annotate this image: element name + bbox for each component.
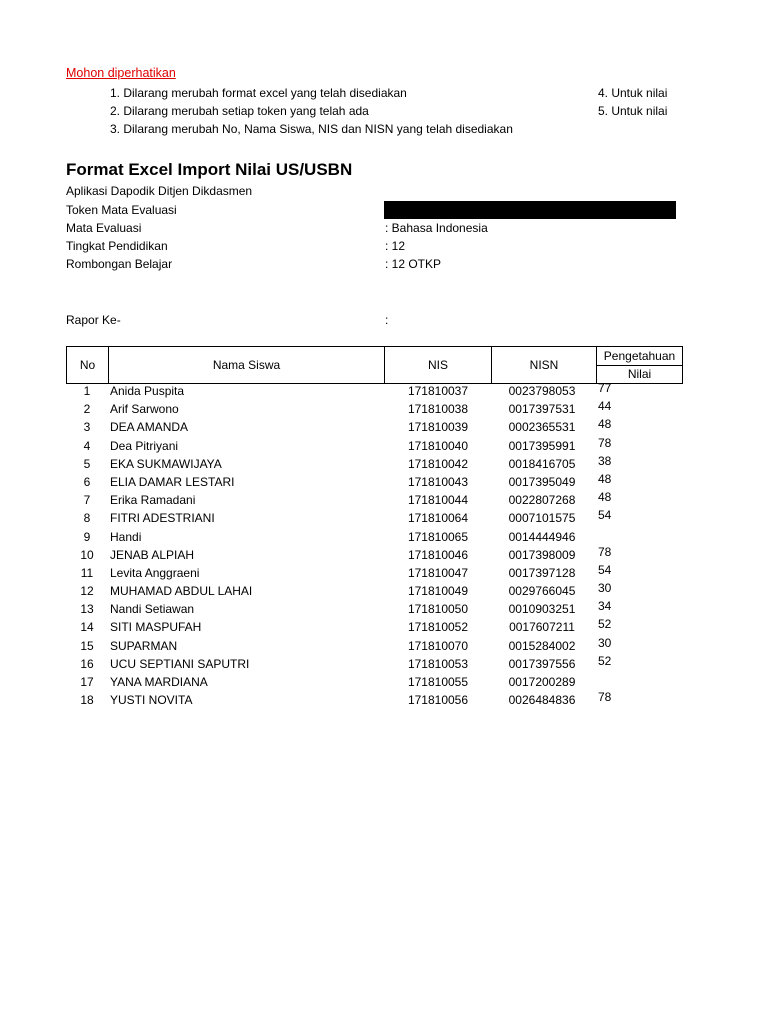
header-nisn: NISN xyxy=(492,347,597,384)
row-number: 8 xyxy=(83,511,91,526)
student-score: 34 xyxy=(598,599,612,614)
subject-label: Mata Evaluasi xyxy=(66,221,142,235)
student-nisn: 0014444946 xyxy=(508,529,576,544)
row-number: 15 xyxy=(80,638,94,653)
row-number: 7 xyxy=(83,493,91,508)
student-nis: 171810049 xyxy=(407,584,469,599)
student-score: 54 xyxy=(598,562,612,577)
student-score: 78 xyxy=(598,690,612,705)
student-score: 52 xyxy=(598,653,612,668)
student-name: Anida Puspita xyxy=(110,384,185,398)
score-table-header xyxy=(66,346,683,384)
student-name: EKA SUKMAWIJAYA xyxy=(110,456,222,471)
notice-rule-4: 4. Untuk nilai xyxy=(598,86,668,100)
document-title: Format Excel Import Nilai US/USBN xyxy=(66,160,353,179)
student-nis: 171810043 xyxy=(407,474,469,489)
student-score: 30 xyxy=(598,635,612,650)
student-name: Dea Pitriyani xyxy=(110,438,179,453)
student-nisn: 0017397556 xyxy=(508,656,576,671)
row-number: 2 xyxy=(83,402,91,417)
row-number: 5 xyxy=(83,456,91,471)
notice-title: Mohon diperhatikan xyxy=(66,66,176,80)
student-nis: 171810050 xyxy=(407,602,469,617)
student-name: FITRI ADESTRIANI xyxy=(110,511,215,526)
student-nisn: 0017397531 xyxy=(508,402,576,417)
student-name: ELIA DAMAR LESTARI xyxy=(110,474,235,489)
student-nis: 171810064 xyxy=(407,511,469,526)
student-score: 78 xyxy=(598,544,612,559)
row-number: 6 xyxy=(83,474,91,489)
student-nis: 171810038 xyxy=(407,402,469,417)
student-nisn: 0017607211 xyxy=(509,620,575,635)
student-name: YUSTI NOVITA xyxy=(110,693,193,708)
student-nis: 171810037 xyxy=(407,384,469,398)
student-nis: 171810040 xyxy=(407,438,469,453)
row-number: 4 xyxy=(83,438,91,453)
header-name: Nama Siswa xyxy=(109,347,385,384)
student-nisn: 0029766045 xyxy=(508,584,576,599)
header-nis: NIS xyxy=(385,347,492,384)
student-name: DEA AMANDA xyxy=(110,420,189,435)
student-nis: 171810052 xyxy=(407,620,469,635)
row-number: 14 xyxy=(80,620,94,635)
student-nisn: 0022807268 xyxy=(508,493,576,508)
notice-rule-1: 1. Dilarang merubah format excel yang telah disediakan xyxy=(110,86,407,100)
row-number: 11 xyxy=(80,565,94,580)
row-number: 9 xyxy=(83,529,91,544)
student-nis: 171810065 xyxy=(407,529,469,544)
student-score: 48 xyxy=(598,471,612,486)
row-number: 18 xyxy=(80,693,94,708)
student-name: Nandi Setiawan xyxy=(110,602,195,617)
student-name: UCU SEPTIANI SAPUTRI xyxy=(110,656,250,671)
student-nisn: 0026484836 xyxy=(508,693,576,708)
student-name: MUHAMAD ABDUL LAHAI xyxy=(110,584,253,599)
student-name: SITI MASPUFAH xyxy=(110,620,202,635)
student-nisn: 0002365531 xyxy=(508,420,576,435)
row-number: 16 xyxy=(80,656,94,671)
report-value: : xyxy=(385,313,389,327)
student-nis: 171810053 xyxy=(407,656,469,671)
student-nis: 171810046 xyxy=(407,547,469,562)
student-score: 38 xyxy=(598,453,612,468)
student-score: 44 xyxy=(598,399,612,414)
header-no: No xyxy=(67,347,109,384)
student-name: Handi xyxy=(110,529,142,544)
student-score: 48 xyxy=(598,417,612,432)
header-group: Pengetahuan xyxy=(597,347,683,366)
student-name: SUPARMAN xyxy=(110,638,178,653)
row-number: 17 xyxy=(80,675,94,689)
student-nis: 171810070 xyxy=(407,638,469,653)
header-score: Nilai xyxy=(597,366,683,384)
notice-rule-2: 2. Dilarang merubah setiap token yang telah ada xyxy=(110,104,369,118)
student-nisn: 0017395049 xyxy=(508,474,576,489)
student-score: 52 xyxy=(598,617,612,632)
student-score: 30 xyxy=(598,581,612,596)
app-name: Aplikasi Dapodik Ditjen Dikdasmen xyxy=(66,184,253,198)
notice-rule-3: 3. Dilarang merubah No, Nama Siswa, NIS dan NISN yang telah disediakan xyxy=(110,122,513,136)
student-nis: 171810056 xyxy=(407,693,469,708)
grade-label: Tingkat Pendidikan xyxy=(66,239,168,253)
student-name: Arif Sarwono xyxy=(110,402,179,417)
token-redaction xyxy=(384,201,676,219)
notice-rule-5: 5. Untuk nilai xyxy=(598,104,668,118)
student-name: JENAB ALPIAH xyxy=(110,547,195,562)
student-nisn: 0017200289 xyxy=(508,675,576,689)
student-score: 77 xyxy=(598,381,612,395)
student-nisn: 0023798053 xyxy=(508,384,576,398)
student-score: 48 xyxy=(598,490,612,505)
token-label: Token Mata Evaluasi xyxy=(66,203,177,217)
student-score: 54 xyxy=(598,508,612,523)
student-nisn: 0015284002 xyxy=(508,638,576,653)
student-nis: 171810047 xyxy=(407,565,469,580)
student-nisn: 0017398009 xyxy=(508,547,576,562)
student-nisn: 0017395991 xyxy=(508,438,576,453)
row-number: 3 xyxy=(83,420,91,435)
student-nisn: 0018416705 xyxy=(508,456,576,471)
subject-value: : Bahasa Indonesia xyxy=(385,221,488,235)
student-nis: 171810039 xyxy=(407,420,469,435)
row-number: 13 xyxy=(80,602,94,617)
student-nisn: 0007101575 xyxy=(508,511,576,526)
student-name: Levita Anggraeni xyxy=(110,565,200,580)
class-label: Rombongan Belajar xyxy=(66,257,173,271)
report-label: Rapor Ke- xyxy=(66,313,121,327)
student-nis: 171810055 xyxy=(407,675,469,689)
row-number: 12 xyxy=(80,584,94,599)
student-name: YANA MARDIANA xyxy=(110,675,208,689)
student-nisn: 0010903251 xyxy=(508,602,576,617)
student-score: 78 xyxy=(598,435,612,450)
student-nis: 171810042 xyxy=(407,456,469,471)
row-number: 10 xyxy=(80,547,94,562)
grade-value: : 12 xyxy=(385,239,406,253)
class-value: : 12 OTKP xyxy=(385,257,442,271)
student-nisn: 0017397128 xyxy=(508,565,576,580)
student-nis: 171810044 xyxy=(407,493,469,508)
student-name: Erika Ramadani xyxy=(110,493,196,508)
row-number: 1 xyxy=(83,384,91,398)
